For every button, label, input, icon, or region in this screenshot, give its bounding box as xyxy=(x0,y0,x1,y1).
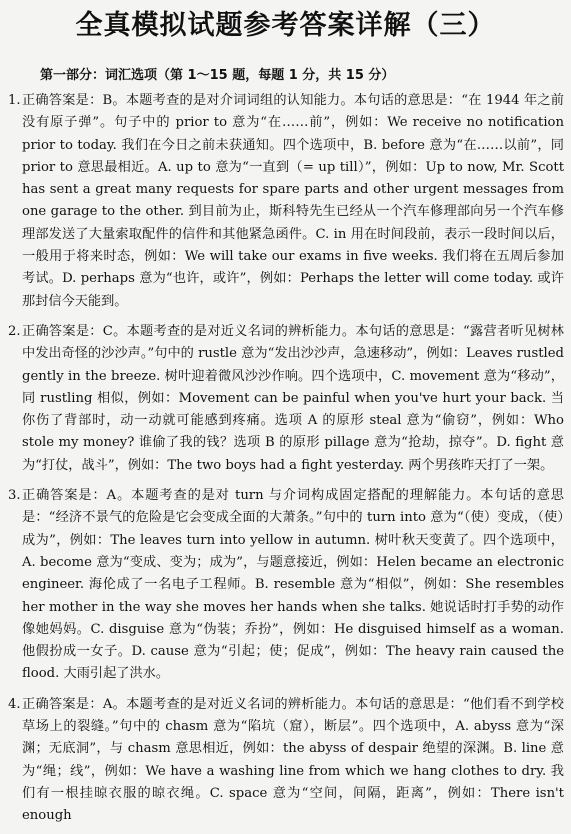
item-text: 正确答案是：C。本题考查的是对近义名词的辨析能力。本句话的意思是：“露营者听见树林中发出奇怪的沙沙声。”句中的 rustle 意为“发出沙沙声，急速移动”，例如：Leaves rustled gently in the breeze. 树叶迎着微风沙沙作响。四个选项中，C. movement 意为“移动”，同 rustling 相似，例如：Movement can be painful when you've hurt your back. 当你伤了背部时，动一动就可能感到疼痛。选项 A 的原形 steal 意为“偷窃”，例如：Who stole my money? 谁偷了我的钱？选项 B 的原形 pillage 意为“抢劫，掠夺”。D. fight 意为“打仗，战斗”，例如：The two boys had a fight yesterday. 两个男孩昨天打了一架。 xyxy=(22,323,564,473)
page-title: 全真模拟试题参考答案详解（三） xyxy=(75,10,496,41)
item-text: 正确答案是：B。本题考查的是对介词词组的认知能力。本句话的意思是：“在 1944 年之前没有原子弹”。句子中的 prior to 意为“在……前”，例如：We receive no notification prior to today. 我们在今日之前未获通知。四个选项中，B. before 意为“在……以前”，同 prior to 意思最相近。A. up to 意为“一直到（= up till）”，例如：Up to now, Mr. Scott has sent a great many requests for spare parts and other urgent messages from one garage to the other. 到目前为止，斯科特先生已经从一个汽车修理部向另一个汽车修理部发送了大量索取配件的信件和其他紧急函件。C. in 用在时间段前，表示一段时间以后，一般用于将来时态，例如：We will take our exams in five weeks. 我们将在五周后参加考试。D. perhaps 意为“也许，或许”，例如：Perhaps the letter will come today. 或许那封信今天能到。 xyxy=(22,93,564,309)
item-number: 4. xyxy=(8,696,21,712)
answer-item-3 xyxy=(8,485,564,686)
answer-item-1 xyxy=(8,90,564,313)
answer-list xyxy=(8,90,564,834)
item-number: 1. xyxy=(8,93,21,108)
answer-item-2 xyxy=(8,321,564,477)
item-text: 正确答案是：A。本题考查的是对 turn 与介词构成固定搭配的理解能力。本句话的意思是：“经济不景气的危险是它会变成全面的大萧条。”句中的 turn into 意为“（使）变成，（使）成为”，例如：The leaves turn into yellow in autumn. 树叶秋天变黄了。四个选项中，A. become 意为“变成、变为；成为”，与题意接近，例如：Helen became an electronic engineer. 海伦成了一名电子工程师。B. resemble 意为“相似”，例如：She resembles her mother in the way she moves her hands when she talks. 她说话时打手势的动作像她妈妈。C. disguise 意为“伪装；乔扮”，例如：He disguised himself as a woman. 他假扮成一女子。D. cause 意为“引起；使；促成”，例如：The heavy rain caused the flood. 大雨引起了洪水。 xyxy=(22,488,564,682)
item-text: 正确答案是：A。本题考查的是对近义名词的辨析能力。本句话的意思是：“他们看不到学校草场上的裂缝。”句中的 chasm 意为“陷坑（窟），断层”。四个选项中，A. abyss 意为“深渊；无底洞”，与 chasm 意思相近，例如：the abyss of despair 绝望的深渊。B. line 意为“绳；线”，例如：We have a washing line from which we hang clothes to dry. 我们有一根挂晾衣服的晾衣绳。C. space 意为“空间，间隔，距离”，例如：There isn't enough xyxy=(22,696,564,824)
item-number: 2. xyxy=(8,323,21,339)
item-number: 3. xyxy=(8,488,21,504)
section-heading: 第一部分：词汇选项（第 1～15 题，每题 1 分，共 15 分） xyxy=(40,68,395,83)
answer-item-4 xyxy=(8,694,564,828)
